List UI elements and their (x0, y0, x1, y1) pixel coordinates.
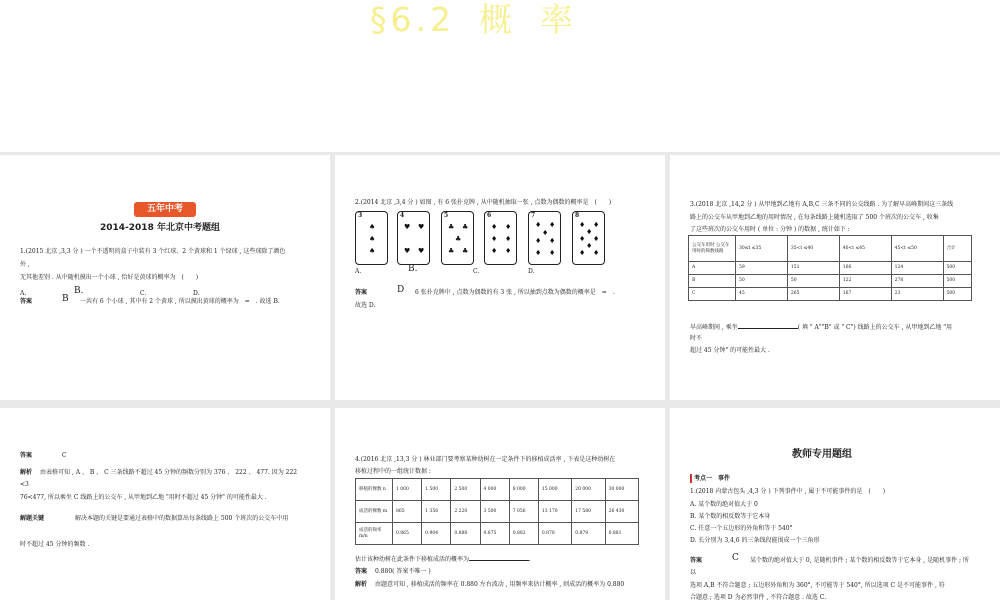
table-cell: B (689, 275, 736, 288)
option-b: B. (74, 286, 84, 296)
section-badge: 五年中考 (134, 202, 196, 217)
table-cell: A (689, 262, 736, 275)
table-header-cell: 合计 (943, 236, 971, 262)
table-cell: 0.888 (451, 523, 480, 545)
table-cell: 50 (736, 275, 788, 288)
question-1: 1.(2018 内蒙古包头 ,4,3 分 ) 下列事件中 , 属于不可能事件的是 ( ) (690, 488, 886, 495)
table-header-cell: 30≤t ≤35 (736, 236, 788, 262)
table-cell: 59 (736, 262, 788, 275)
section-number: §6.2 (370, 0, 455, 39)
blank-line (469, 554, 529, 561)
table-cell: 1 356 (422, 501, 451, 523)
question-3: 3.(2018 北京 ,14,2 分 ) 从甲地到乙地有 A,B,C 三条不同的公交线路 . 为了解早高峰期间这三条线 (690, 201, 954, 208)
card-suit-pip: ♣ (462, 247, 469, 255)
key-text: 解决本题的关键是要通过表格中的数据算出每条线路上 500 个班次的公交车中用 (75, 515, 289, 522)
table-header-cell: 40<t ≤45 (839, 236, 891, 262)
table-cell: 278 (891, 275, 943, 288)
analysis-text: 由题意可知 , 移植成活的频率在 0.880 左右波动 , 用频率来估计概率 , 则成活的概率为 0.880 (375, 581, 625, 588)
analysis-label: 解析 (20, 469, 33, 476)
table-cell: 2 500 (451, 479, 480, 501)
card-suit-pip: ♦ (535, 237, 542, 245)
table-cell: 166 (839, 262, 891, 275)
title-banner (0, 0, 1000, 152)
table-row (356, 501, 639, 523)
table-header-cell: 45<t ≤50 (891, 236, 943, 262)
card-suit-pip: ♠ (369, 235, 376, 243)
table-cell: 122 (839, 275, 891, 288)
card-suit-pip: ♦ (535, 221, 542, 229)
card-suit-pip: ♦ (593, 235, 600, 243)
question-3-line3: 超过 45 分钟" 的可能性最大 . (690, 347, 770, 354)
card-suit-pip: ♦ (579, 249, 586, 257)
table-cell: 865 (393, 501, 422, 523)
section-title (370, 0, 577, 41)
table-cell: 151 (787, 262, 839, 275)
table-cell: 17 580 (572, 501, 605, 523)
table-cell: 45 (736, 288, 788, 301)
card-suit-pip: ♦ (586, 242, 593, 250)
question-3-line2: 时不 (690, 335, 703, 342)
option-a: A. (20, 290, 27, 297)
slide-thumbnail-1[interactable] (0, 155, 330, 400)
answer-value: D (397, 285, 405, 295)
card-suit-pip: ♦ (549, 221, 556, 229)
option-a: A. (355, 268, 362, 275)
card-suit-pip: ♦ (579, 235, 586, 243)
answer-text: 6 张扑克牌中 , 点数为偶数的有 3 张 , 所以抽到点数为偶数的概率是 = . (415, 289, 615, 296)
row-label: 移植的棵数 n (356, 479, 393, 501)
card-suit-pip: ♦ (542, 229, 549, 237)
table-header-cell: 35<t ≤40 (787, 236, 839, 262)
card-rank: 5 (444, 212, 449, 219)
key-label: 解题关键 (20, 515, 45, 522)
table-cell: 500 (943, 288, 971, 301)
slide-heading: 2014-2018 年北京中考题组 (100, 223, 220, 233)
table-cell: 1 000 (393, 479, 422, 501)
card-suit-pip: ♦ (593, 221, 600, 229)
card-suit-pip: ♣ (455, 235, 462, 243)
answer-text-2: 以 (690, 569, 697, 576)
answer-value: C (732, 553, 739, 563)
playing-card (397, 211, 430, 265)
option-c: C. (140, 290, 147, 297)
table-cell: 4 000 (480, 479, 509, 501)
card-suit-pip: ♦ (535, 249, 542, 257)
table-cell: 3 500 (480, 501, 509, 523)
card-suit-pip: ♠ (369, 247, 376, 255)
slide-thumbnail-5[interactable] (335, 408, 665, 600)
question-3-cont2: 了这些班次的公交车用时 ( 单位 : 分钟 ) 的数据 , 统计如下 : (690, 226, 850, 233)
table-cell: 23 (891, 288, 943, 301)
table-cell: 0.881 (605, 523, 638, 545)
card-rank: 8 (575, 212, 580, 219)
question-1: 1.(2015 北京 ,3,3 分 ) 一个不透明的盒子中装有 3 个红球、2 个黄球和 1 个绿球 , 这些球除了颜色 (20, 248, 286, 255)
card-suit-pip: ♦ (491, 223, 498, 231)
estimate-line: 估计该种幼树在此条件下移植成活的概率为 . (355, 556, 531, 563)
question-2: 2.(2014 北京 ,3,4 分 ) 如图 , 有 6 张扑克牌 , 从中随机抽取一张 , 点数为偶数的概率是 ( ) (355, 199, 612, 206)
card-suit-pip: ♦ (549, 237, 556, 245)
answer-value: C (62, 452, 67, 459)
playing-card (355, 211, 388, 265)
analysis-text-2: <3 (20, 481, 29, 488)
answer-label: 答案 (690, 557, 703, 564)
card-suit-pip: ♦ (593, 249, 600, 257)
section-word-2: 率 (539, 0, 577, 39)
table-cell: 0.882 (509, 523, 538, 545)
card-suit-pip: ♦ (579, 221, 586, 229)
card-suit-pip: ♦ (491, 247, 498, 255)
bus-time-table (688, 235, 972, 301)
key-text-2: 时不超过 45 分钟的频数 . (20, 541, 90, 548)
option-d: D. (528, 268, 535, 275)
slide-thumbnail-2[interactable] (335, 155, 665, 400)
playing-card (441, 211, 474, 265)
analysis-text: 由表格可知 , A 、 B 、 C 三条线路不超过 45 分钟的频数分别为 376 、 222 、 477. 因为 222 (40, 469, 298, 476)
table-cell: 15 000 (538, 479, 571, 501)
card-suit-pip: ♣ (448, 223, 455, 231)
table-row (689, 275, 972, 288)
answer-text-3: 选项 A,B 不符合题意 ; 五边形外角和为 360°, 不可能等于 540°, 所以选项 C 是不可能事件 , 符 (690, 582, 945, 589)
row-label: 成活的频率 m/n (356, 523, 393, 545)
card-suit-pip: ♥ (418, 223, 425, 231)
table-cell: 2 220 (451, 501, 480, 523)
table-cell: 0.875 (480, 523, 509, 545)
card-suit-pip: ♣ (462, 223, 469, 231)
table-header-cell: 公交车用时 公交车用时的频数线路 (689, 236, 736, 262)
section-word-1: 概 (478, 0, 516, 39)
table-row (356, 523, 639, 545)
table-cell: 500 (943, 262, 971, 275)
table-cell: 8 000 (509, 479, 538, 501)
option-b: B. 某个数的相反数等于它本身 (690, 513, 771, 520)
survival-table (355, 478, 639, 545)
option-a: A. 某个数的绝对值大于 0 (690, 501, 758, 508)
answer-label: 答案 (355, 568, 368, 575)
table-cell: 167 (839, 288, 891, 301)
slide-heading: 教师专用题组 (792, 449, 852, 460)
fill-suffix: ( 填 " A""B" 或 " C") 线路上的公交车 , 从甲地到乙地 "用 (797, 324, 953, 331)
table-cell: 50 (787, 275, 839, 288)
table-cell: 1 500 (422, 479, 451, 501)
card-rank: 3 (358, 212, 363, 219)
card-suit-pip: ♠ (369, 223, 376, 231)
playing-card (572, 211, 605, 265)
table-cell: 7 056 (509, 501, 538, 523)
table-row (689, 262, 972, 275)
question-1-cont2: 无其他差别 . 从中随机摸出一个小球 , 恰好是黄球的概率为 ( ) (20, 274, 199, 281)
analysis-label: 解析 (355, 581, 368, 588)
table-cell: 0.878 (538, 523, 571, 545)
table-cell: 124 (891, 262, 943, 275)
card-suit-pip: ♥ (418, 247, 425, 255)
card-suit-pip: ♦ (505, 223, 512, 231)
card-suit-pip: ♥ (404, 247, 411, 255)
card-suit-pip: ♦ (505, 247, 512, 255)
answer-text: 一共有 6 个小球 , 其中有 2 个黄球 , 所以摸出黄球的概率为 = . 故选 B. (80, 298, 280, 305)
table-cell: 0.879 (572, 523, 605, 545)
card-suit-pip: ♥ (404, 223, 411, 231)
table-cell: 0.904 (422, 523, 451, 545)
table-cell: 20 000 (572, 479, 605, 501)
slide-thumbnail-3[interactable] (670, 155, 1000, 400)
table-row (356, 479, 639, 501)
answer-value: B (62, 294, 69, 304)
card-rank: 4 (400, 212, 405, 219)
slide-thumbnail-6[interactable] (670, 408, 1000, 600)
card-suit-pip: ♦ (549, 249, 556, 257)
slide-thumbnail-4[interactable] (0, 408, 330, 600)
option-c: C. 任意一个五边形的外角和等于 540° (690, 525, 793, 532)
card-suit-pip: ♦ (505, 235, 512, 243)
answer-tail: 故选 D. (355, 302, 376, 309)
table-cell: 0.865 (393, 523, 422, 545)
answer-text: 某个数的绝对值大于 0, 是随机事件 ; 某个数的相反数等于它本身 , 是随机事件 ; 所 (750, 557, 969, 564)
card-suit-pip: ♦ (491, 235, 498, 243)
table-cell: 26 430 (605, 501, 638, 523)
analysis-text-3: 76<477, 所以乘坐 C 线路上的公交车 , 从甲地到乙地 "用时不超过 45 分钟" 的可能性最大 . (20, 494, 267, 501)
question-1-cont: 外 , (20, 261, 30, 268)
topic-label: 考点一 事件 (690, 474, 730, 483)
question-3-fill (690, 322, 952, 332)
row-label: 成活的棵数 m (356, 501, 393, 523)
card-rank: 7 (531, 212, 536, 219)
estimate-text: 估计该种幼树在此条件下移植成活的概率为 (355, 556, 470, 563)
fill-prefix: 早高峰期间 , 乘坐 (690, 324, 738, 331)
answer-text: 0.880( 答案不唯一 ) (375, 568, 431, 575)
table-cell: 30 000 (605, 479, 638, 501)
playing-card (528, 211, 561, 265)
blank-line (738, 322, 798, 329)
card-suit-pip: ♦ (586, 228, 593, 236)
option-c: C. (473, 268, 480, 275)
table-cell: 13 170 (538, 501, 571, 523)
answer-label: 答案 (355, 289, 368, 296)
table-row (689, 288, 972, 301)
table-cell: C (689, 288, 736, 301)
table-cell: 500 (943, 275, 971, 288)
playing-card (484, 211, 517, 265)
question-4: 4.(2016 北京 ,13,3 分 ) 林业部门要考察某种幼树在一定条件下的移植成活率 , 下表是这种幼树在 (355, 456, 616, 463)
table-cell: 265 (787, 288, 839, 301)
option-d: D. 长分别为 3,4,6 的三条线段能围成一个三角形 (690, 537, 820, 544)
option-b: B. (408, 264, 418, 274)
answer-label: 答案 (20, 452, 33, 459)
question-3-cont: 路上的公交车从甲地到乙地的用时情况 , 在每条线路上随机选取了 500 个班次的公交车 , 收集 (690, 214, 939, 221)
card-rank: 6 (487, 212, 492, 219)
answer-text-4: 合题意 ; 选项 D 为必然事件 , 不符合题意 . 故选 C. (690, 594, 827, 600)
answer-label: 答案 (20, 298, 33, 305)
option-d: D. (193, 290, 200, 297)
question-4-cont: 移植过程中的一组统计数据 : (355, 468, 431, 475)
card-suit-pip: ♣ (448, 247, 455, 255)
